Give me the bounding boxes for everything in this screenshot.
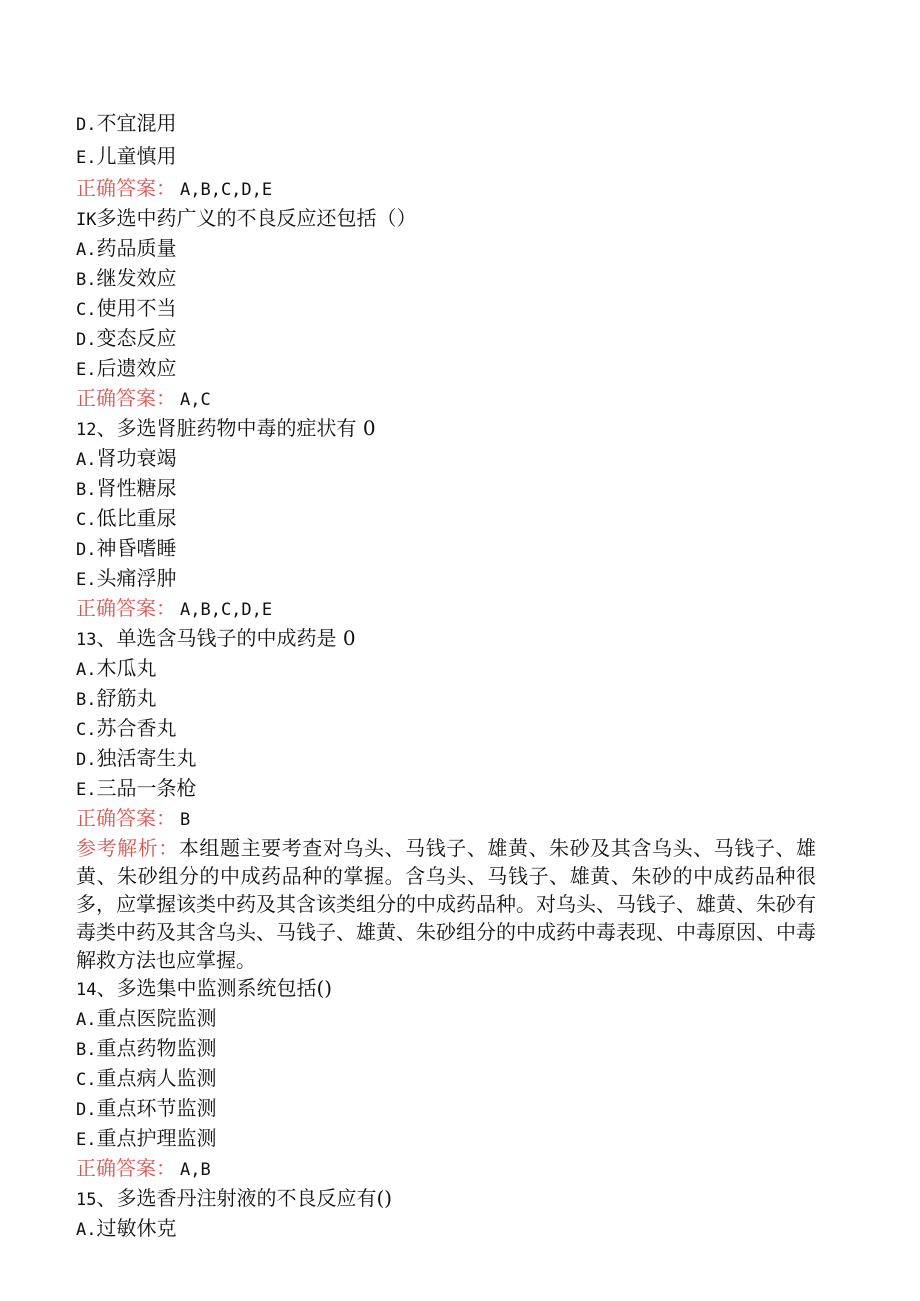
answer-label: 正确答案： [76,176,176,200]
option-key: C. [76,720,97,740]
option-text: 重点环节监测 [96,1096,217,1120]
option-key: C. [76,510,97,530]
option-line [76,1214,816,1244]
option-key: D. [76,750,97,770]
option-text: 重点病人监测 [96,1066,217,1090]
option-key: B. [76,480,97,500]
analysis-label: 参考解析： [76,836,179,860]
option-text: 苏合香丸 [96,716,177,740]
option-key: A. [76,240,97,260]
option-text: 继发效应 [96,266,177,290]
question-text: 、单选含马钱子的中成药是 0 [96,626,356,650]
answer-value: A,B,C,D,E [180,600,273,620]
option-key: E. [76,360,97,380]
reference-analysis [76,834,816,974]
option-text: 三品一条枪 [96,776,197,800]
question-content [76,108,816,1244]
option-text: 独活寄生丸 [96,746,197,770]
option-line [76,108,816,141]
option-line [76,534,816,564]
option-line [76,684,816,714]
option-text: 神昏嗜睡 [96,536,177,560]
option-line [76,774,816,804]
option-text: 舒筋丸 [96,686,157,710]
option-text: 低比重尿 [96,506,177,530]
question-number: 13 [76,630,97,650]
option-key: D. [76,330,97,350]
correct-answer [76,804,816,834]
question-stem [76,974,816,1004]
option-line [76,141,816,174]
option-line [76,474,816,504]
option-key: A. [76,450,97,470]
option-line [76,324,816,354]
answer-value: A,C [180,390,211,410]
option-key: B. [76,270,97,290]
correct-answer [76,594,816,624]
option-text: 变态反应 [96,326,177,350]
option-key: A. [76,1010,97,1030]
option-line [76,1034,816,1064]
option-text: 重点护理监测 [96,1126,217,1150]
question-number: 15 [76,1190,97,1210]
option-line [76,444,816,474]
question-stem [76,1184,816,1214]
answer-label: 正确答案： [76,1156,176,1180]
question-stem [76,204,816,234]
option-line [76,1004,816,1034]
option-line [76,1124,816,1154]
option-key: D. [76,115,97,135]
option-text: 儿童慎用 [96,144,177,168]
question-text: 、多选肾脏药物中毒的症状有 0 [96,416,376,440]
option-line [76,354,816,384]
question-number: 12 [76,420,97,440]
option-key: A. [76,660,97,680]
option-key: D. [76,1100,97,1120]
option-key: A. [76,1220,97,1240]
question-text: 多选中药广义的不良反应还包括（） [96,206,417,230]
option-key: B. [76,690,97,710]
analysis-text: 本组题主要考查对乌头、马钱子、雄黄、朱砂及其含乌头、马钱子、雄黄、朱砂组分的中成药品种的掌握。含乌头、马钱子、雄黄、朱砂的中成药品种很多，应掌握该类中药及其含该类组分的中成药品种。对乌头、马钱子、雄黄、朱砂有毒类中药及其含乌头、马钱子、雄黄、朱砂组分的中成药中毒表现、中毒原因、中毒解救方法也应掌握。 [76,836,817,972]
question-number: 14 [76,980,97,1000]
option-text: 使用不当 [96,296,177,320]
question-stem [76,414,816,444]
option-text: 重点医院监测 [96,1006,217,1030]
question-stem [76,624,816,654]
option-key: E. [76,570,97,590]
option-line [76,234,816,264]
option-text: 木瓜丸 [96,656,157,680]
answer-value: A,B,C,D,E [180,180,273,200]
correct-answer [76,174,816,204]
option-text: 过敏休克 [96,1216,177,1240]
option-text: 肾功衰竭 [96,446,177,470]
option-line [76,1094,816,1124]
question-text: 、多选香丹注射液的不良反应有() [96,1186,393,1210]
option-key: C. [76,300,97,320]
option-line [76,264,816,294]
option-line [76,504,816,534]
option-text: 药品质量 [96,236,177,260]
option-text: 不宜混用 [96,111,177,135]
option-text: 肾性糖尿 [96,476,177,500]
question-number: IK [76,210,97,230]
option-text: 后遗效应 [96,356,177,380]
option-text: 重点药物监测 [96,1036,217,1060]
option-line [76,294,816,324]
option-line [76,564,816,594]
option-key: B. [76,1040,97,1060]
option-line [76,1064,816,1094]
correct-answer [76,1154,816,1184]
option-key: D. [76,540,97,560]
option-key: E. [76,1130,97,1150]
answer-value: A,B [180,1160,211,1180]
option-line [76,714,816,744]
question-text: 、多选集中监测系统包括() [96,976,333,1000]
option-line [76,654,816,684]
option-line [76,744,816,774]
correct-answer [76,384,816,414]
option-key: E. [76,780,97,800]
option-text: 头痛浮肿 [96,566,177,590]
answer-label: 正确答案： [76,596,176,620]
answer-label: 正确答案： [76,386,176,410]
option-key: E. [76,148,97,168]
answer-label: 正确答案： [76,806,176,830]
answer-value: B [180,810,191,830]
option-key: C. [76,1070,97,1090]
